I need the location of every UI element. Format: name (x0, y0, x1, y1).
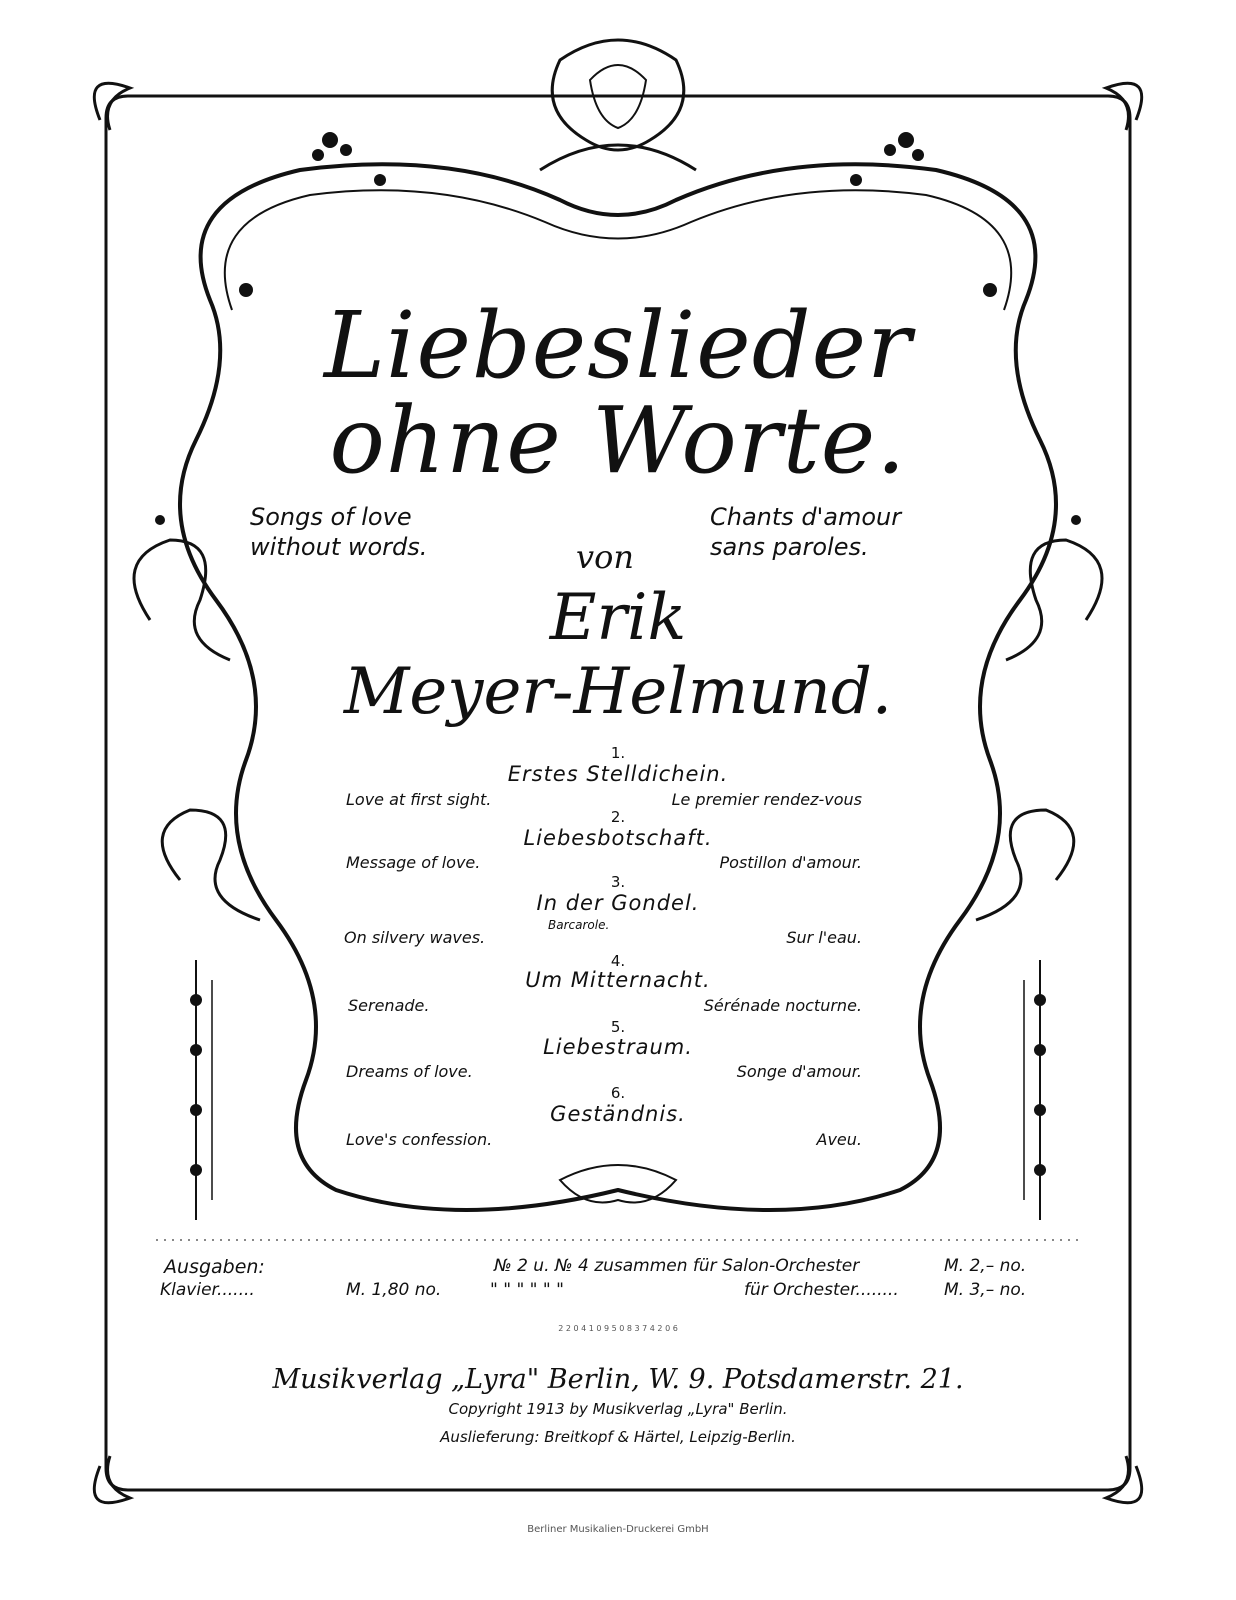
song-title: Um Mitternacht. (525, 968, 711, 992)
song-french: Postillon d'amour. (719, 853, 862, 872)
song-number: 3. (610, 873, 626, 891)
printer-line: Berliner Musikalien-Druckerei GmbH (527, 1524, 709, 1535)
corner-curl-bl (94, 1456, 130, 1503)
song-title: Liebestraum. (543, 1035, 693, 1059)
song-number: 2. (610, 808, 626, 826)
copyright-line: Copyright 1913 by Musikverlag „Lyra" Berlin. (448, 1400, 788, 1418)
song-english: Serenade. (348, 996, 430, 1015)
song-number: 5. (610, 1018, 626, 1036)
edition-orchestra-price: M. 3,– no. (944, 1280, 1027, 1300)
song-english: Dreams of love. (346, 1062, 473, 1081)
song-note: Barcarole. (548, 918, 610, 932)
composer-last-name: Meyer-Helmund. (343, 655, 893, 729)
editions-heading: Ausgaben: (164, 1256, 265, 1278)
corner-curl-tr (1106, 83, 1142, 130)
song-english: On silvery waves. (344, 928, 486, 947)
subtitle-french (710, 502, 901, 562)
song-french: Sur l'eau. (786, 928, 862, 947)
plate-note: 2 2 0 4 1 0 9 5 0 8 3 7 4 2 0 6 (558, 1324, 678, 1333)
by-label: von (576, 538, 634, 576)
song-number: 6. (610, 1084, 626, 1102)
song-french: Le premier rendez-vous (671, 790, 862, 809)
edition-piano-label: Klavier....... (160, 1280, 255, 1300)
composer-first-name: Erik (549, 581, 687, 655)
song-title: Liebesbotschaft. (523, 826, 713, 850)
edition-salon-text: № 2 u. № 4 zusammen für Salon-Orchester (494, 1256, 860, 1276)
song-title: In der Gondel. (536, 891, 700, 915)
edition-salon-price: M. 2,– no. (944, 1256, 1027, 1276)
song-french: Aveu. (816, 1130, 862, 1149)
song-english: Love at first sight. (346, 790, 492, 809)
corner-curl-br (1106, 1456, 1142, 1503)
corner-curl-tl (94, 83, 130, 130)
subtitle-english-line-1: Songs of love (250, 503, 412, 531)
song-english: Message of love. (346, 853, 481, 872)
subtitle-english-line-2: without words. (250, 533, 428, 561)
song-english: Love's confession. (346, 1130, 493, 1149)
song-title: Erstes Stelldichein. (507, 762, 729, 786)
publisher-imprint: Musikverlag „Lyra" Berlin, W. 9. Potsdamerstr. 21. (272, 1364, 964, 1395)
subtitle-english (250, 502, 427, 562)
title-line-2: ohne Worte. (329, 387, 907, 494)
edition-piano-price: M. 1,80 no. (346, 1280, 442, 1300)
title-line-1: Liebeslieder (323, 292, 913, 399)
song-number: 1. (610, 744, 626, 762)
distribution-line: Auslieferung: Breitkopf & Härtel, Leipzig-Berlin. (440, 1428, 796, 1446)
song-french: Sérénade nocturne. (703, 996, 862, 1015)
song-title: Geständnis. (550, 1102, 686, 1126)
edition-orchestra-text: für Orchester........ (744, 1280, 899, 1300)
edition-ditto-marks: " " " " " " (490, 1280, 564, 1300)
subtitle-french-line-2: sans paroles. (710, 533, 869, 561)
subtitle-french-line-1: Chants d'amour (710, 503, 902, 531)
song-french: Songe d'amour. (736, 1062, 862, 1081)
song-number: 4. (610, 952, 626, 970)
